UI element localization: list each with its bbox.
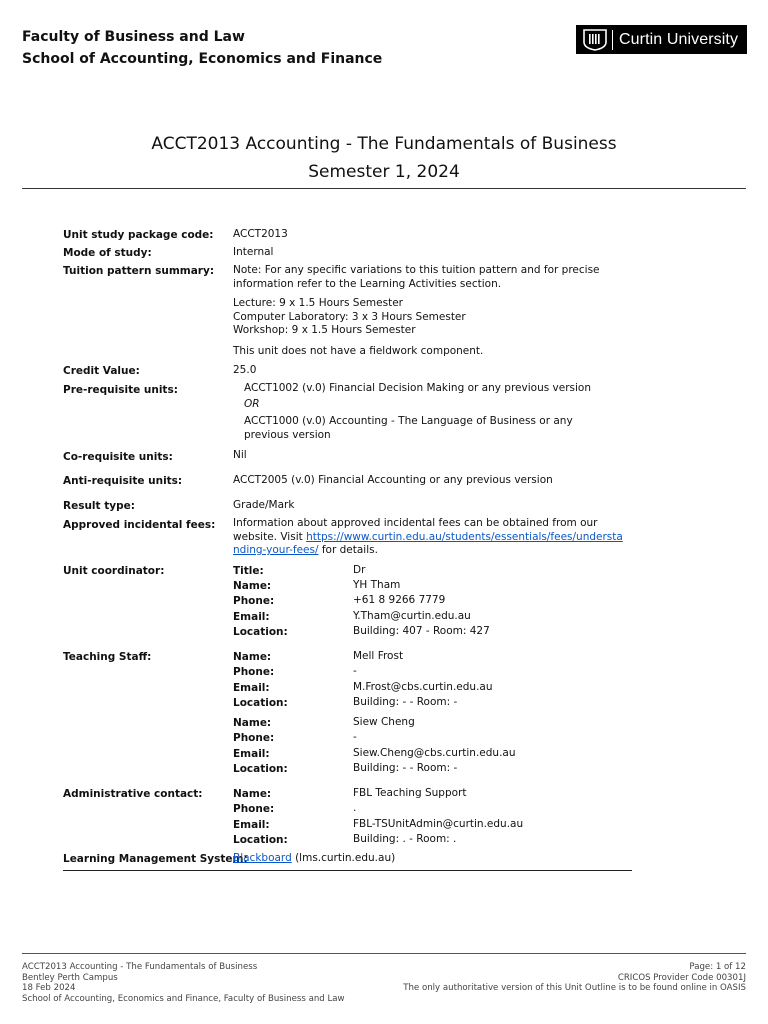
unit-title-line: ACCT2013 Accounting - The Fundamentals of Business (151, 134, 617, 154)
admin-email: FBL-TSUnitAdmin@curtin.edu.au (353, 818, 524, 830)
fees-link[interactable]: https://www.curtin.edu.au/students/essentials/fees/understanding-your-fees/ (233, 530, 623, 557)
fieldwork-note: This unit does not have a fieldwork component. (233, 345, 484, 357)
fees-label: Approved incidental fees: (63, 519, 216, 531)
cricos-code: CRICOS Provider Code 00301J (617, 972, 746, 983)
mode-label: Mode of study: (63, 247, 152, 259)
teaching-staff-label: Teaching Staff: (63, 651, 152, 663)
admin-name-label: Name: (233, 788, 272, 800)
unit-code-value: ACCT2013 (233, 228, 288, 240)
staff-phone: - (353, 665, 357, 677)
unit-title (0, 130, 768, 186)
footer-right (403, 962, 746, 994)
coordinator-location: Building: 407 - Room: 427 (353, 625, 490, 637)
lms-url-text: (lms.curtin.edu.au) (295, 852, 396, 864)
prereq-label: Pre-requisite units: (63, 384, 178, 396)
staff-phone: - (353, 731, 357, 743)
faculty-header (22, 26, 382, 70)
coreq-label: Co-requisite units: (63, 451, 173, 463)
staff-phone-label: Phone: (233, 666, 275, 678)
details-divider (63, 870, 632, 871)
staff-name: Siew Cheng (353, 716, 415, 728)
result-value: Grade/Mark (233, 499, 295, 511)
footer-campus: Bentley Perth Campus (22, 972, 118, 983)
staff-email: Siew.Cheng@cbs.curtin.edu.au (353, 747, 516, 759)
admin-location-label: Location: (233, 834, 288, 846)
staff-name-label: Name: (233, 717, 272, 729)
staff-location: Building: - - Room: - (353, 696, 458, 708)
blackboard-link[interactable]: Blackboard (233, 852, 292, 864)
authoritative-note: The only authoritative version of this Unit Outline is to be found online in OASIS (403, 983, 746, 994)
footer-school: School of Accounting, Economics and Finance, Faculty of Business and Law (22, 994, 345, 1005)
tuition-note: Note: For any specific variations to this tuition pattern and for precise information refer to the Learning Activities section. (233, 264, 600, 290)
coordinator-title: Dr (353, 564, 366, 576)
coordinator-name-label: Name: (233, 580, 272, 592)
admin-name: FBL Teaching Support (353, 787, 467, 799)
logo-text: Curtin University (619, 30, 739, 48)
fees-info (233, 517, 628, 558)
tuition-lab: Computer Laboratory: 3 x 3 Hours Semester (233, 310, 466, 323)
coordinator-title-label: Title: (233, 565, 264, 577)
antireq-value: ACCT2005 (v.0) Financial Accounting or any previous version (233, 474, 553, 486)
fees-text: Information about approved incidental fees can be obtained from our website. Visit (233, 517, 598, 543)
lms-value (233, 852, 633, 866)
staff-phone-label: Phone: (233, 732, 275, 744)
lms-label: Learning Management System: (63, 853, 248, 865)
tuition-lecture: Lecture: 9 x 1.5 Hours Semester (233, 297, 403, 309)
coordinator-email-label: Email: (233, 611, 270, 623)
tuition-workshop: Workshop: 9 x 1.5 Hours Semester (233, 324, 416, 337)
staff-location: Building: - - Room: - (353, 762, 458, 774)
coordinator-location-label: Location: (233, 626, 288, 638)
crest-icon (582, 29, 608, 51)
antireq-label: Anti-requisite units: (63, 475, 183, 487)
unit-code-label: Unit study package code: (63, 229, 214, 241)
credit-label: Credit Value: (63, 365, 140, 377)
staff-email-label: Email: (233, 682, 270, 694)
coordinator-name: YH Tham (353, 579, 401, 591)
page-number: Page: 1 of 12 (689, 962, 746, 972)
admin-email-label: Email: (233, 819, 270, 831)
staff-location-label: Location: (233, 763, 288, 775)
prereq-or-text: OR (244, 398, 260, 410)
coordinator-email: Y.Tham@curtin.edu.au (353, 610, 471, 622)
coordinator-label: Unit coordinator: (63, 565, 165, 577)
admin-location: Building: . - Room: . (353, 833, 457, 845)
curtin-logo (576, 25, 747, 54)
prereq-1: ACCT1002 (v.0) Financial Decision Making or any previous version (244, 382, 591, 394)
footer-unit: ACCT2013 Accounting - The Fundamentals of Business (22, 962, 258, 972)
staff-name: Mell Frost (353, 650, 404, 662)
admin-phone: . (353, 802, 357, 814)
admin-contact-label: Administrative contact: (63, 788, 203, 800)
staff-location-label: Location: (233, 697, 288, 709)
staff-email-label: Email: (233, 748, 270, 760)
fees-after: for details. (321, 544, 378, 557)
footer-date: 18 Feb 2024 (22, 983, 76, 994)
tuition-label: Tuition pattern summary: (63, 265, 215, 277)
mode-value: Internal (233, 246, 274, 258)
result-label: Result type: (63, 500, 135, 512)
coordinator-phone: +61 8 9266 7779 (353, 594, 446, 606)
credit-value: 25.0 (233, 364, 257, 376)
staff-name-label: Name: (233, 651, 272, 663)
footer-divider (22, 953, 746, 954)
school-name: School of Accounting, Economics and Finance (22, 51, 383, 67)
admin-phone-label: Phone: (233, 803, 275, 815)
logo-divider (612, 30, 613, 50)
prereq-or (244, 398, 624, 412)
footer-left (22, 962, 345, 1005)
faculty-name: Faculty of Business and Law (22, 29, 245, 45)
staff-email: M.Frost@cbs.curtin.edu.au (353, 681, 493, 693)
tuition-pattern (233, 297, 633, 338)
coordinator-phone-label: Phone: (233, 595, 275, 607)
coreq-value: Nil (233, 449, 247, 461)
semester-line: Semester 1, 2024 (308, 162, 460, 182)
title-divider (22, 188, 746, 189)
prereq-2: ACCT1000 (v.0) Accounting - The Language of Business or any previous version (244, 415, 573, 441)
